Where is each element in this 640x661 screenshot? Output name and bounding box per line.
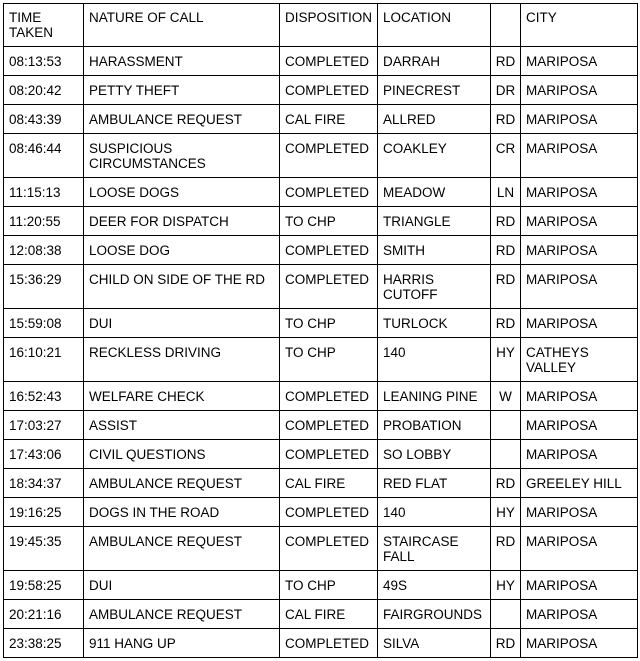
cell-city: MARIPOSA bbox=[521, 134, 638, 178]
cell-time-taken: 18:34:37 bbox=[4, 469, 84, 498]
table-row bbox=[4, 629, 638, 658]
cell-location: TRIANGLE bbox=[378, 207, 491, 236]
header-row bbox=[4, 4, 638, 47]
cell-street-suffix: RD bbox=[491, 47, 521, 76]
cell-city: MARIPOSA bbox=[521, 440, 638, 469]
call-log-table bbox=[3, 3, 638, 658]
cell-location: LEANING PINE bbox=[378, 382, 491, 411]
cell-nature-of-call: ASSIST bbox=[84, 411, 280, 440]
cell-disposition: COMPLETED bbox=[280, 265, 378, 309]
cell-city: MARIPOSA bbox=[521, 382, 638, 411]
cell-city: MARIPOSA bbox=[521, 498, 638, 527]
cell-street-suffix: DR bbox=[491, 76, 521, 105]
cell-disposition: COMPLETED bbox=[280, 134, 378, 178]
header-street-suffix bbox=[491, 4, 521, 47]
table-row bbox=[4, 498, 638, 527]
cell-location: DARRAH bbox=[378, 47, 491, 76]
cell-time-taken: 19:16:25 bbox=[4, 498, 84, 527]
cell-time-taken: 08:46:44 bbox=[4, 134, 84, 178]
cell-nature-of-call: AMBULANCE REQUEST bbox=[84, 527, 280, 571]
table-row bbox=[4, 105, 638, 134]
table-row bbox=[4, 309, 638, 338]
table-row bbox=[4, 76, 638, 105]
table-row bbox=[4, 600, 638, 629]
cell-disposition: TO CHP bbox=[280, 309, 378, 338]
cell-street-suffix: RD bbox=[491, 527, 521, 571]
cell-nature-of-call: LOOSE DOGS bbox=[84, 178, 280, 207]
cell-nature-of-call: HARASSMENT bbox=[84, 47, 280, 76]
header-location: LOCATION bbox=[378, 4, 491, 47]
cell-street-suffix: HY bbox=[491, 338, 521, 382]
cell-street-suffix bbox=[491, 440, 521, 469]
table-row bbox=[4, 338, 638, 382]
cell-nature-of-call: RECKLESS DRIVING bbox=[84, 338, 280, 382]
cell-time-taken: 15:36:29 bbox=[4, 265, 84, 309]
cell-city: MARIPOSA bbox=[521, 207, 638, 236]
cell-street-suffix: RD bbox=[491, 265, 521, 309]
cell-city: MARIPOSA bbox=[521, 47, 638, 76]
cell-street-suffix bbox=[491, 411, 521, 440]
cell-location: FAIRGROUNDS bbox=[378, 600, 491, 629]
table-row bbox=[4, 571, 638, 600]
cell-time-taken: 08:13:53 bbox=[4, 47, 84, 76]
cell-disposition: CAL FIRE bbox=[280, 469, 378, 498]
cell-location: 49S bbox=[378, 571, 491, 600]
cell-disposition: COMPLETED bbox=[280, 178, 378, 207]
cell-location: HARRIS CUTOFF bbox=[378, 265, 491, 309]
table-row bbox=[4, 527, 638, 571]
cell-city: MARIPOSA bbox=[521, 600, 638, 629]
cell-city: MARIPOSA bbox=[521, 571, 638, 600]
table-row bbox=[4, 469, 638, 498]
cell-time-taken: 08:43:39 bbox=[4, 105, 84, 134]
cell-disposition: TO CHP bbox=[280, 207, 378, 236]
cell-location: STAIRCASE FALL bbox=[378, 527, 491, 571]
cell-location: ALLRED bbox=[378, 105, 491, 134]
cell-nature-of-call: AMBULANCE REQUEST bbox=[84, 469, 280, 498]
cell-nature-of-call: PETTY THEFT bbox=[84, 76, 280, 105]
cell-time-taken: 17:43:06 bbox=[4, 440, 84, 469]
cell-nature-of-call: DUI bbox=[84, 309, 280, 338]
cell-disposition: CAL FIRE bbox=[280, 600, 378, 629]
cell-location: PROBATION bbox=[378, 411, 491, 440]
cell-street-suffix: RD bbox=[491, 207, 521, 236]
cell-disposition: COMPLETED bbox=[280, 382, 378, 411]
cell-location: RED FLAT bbox=[378, 469, 491, 498]
cell-time-taken: 11:15:13 bbox=[4, 178, 84, 207]
cell-time-taken: 19:58:25 bbox=[4, 571, 84, 600]
cell-nature-of-call: WELFARE CHECK bbox=[84, 382, 280, 411]
table-row bbox=[4, 134, 638, 178]
cell-location: PINECREST bbox=[378, 76, 491, 105]
cell-street-suffix: RD bbox=[491, 236, 521, 265]
cell-time-taken: 11:20:55 bbox=[4, 207, 84, 236]
table-row bbox=[4, 440, 638, 469]
cell-city: MARIPOSA bbox=[521, 76, 638, 105]
table-row bbox=[4, 411, 638, 440]
cell-time-taken: 08:20:42 bbox=[4, 76, 84, 105]
cell-city: MARIPOSA bbox=[521, 178, 638, 207]
cell-city: CATHEYS VALLEY bbox=[521, 338, 638, 382]
cell-disposition: CAL FIRE bbox=[280, 105, 378, 134]
cell-street-suffix: RD bbox=[491, 629, 521, 658]
cell-city: MARIPOSA bbox=[521, 236, 638, 265]
cell-street-suffix: RD bbox=[491, 469, 521, 498]
table-row bbox=[4, 236, 638, 265]
cell-street-suffix: CR bbox=[491, 134, 521, 178]
cell-time-taken: 20:21:16 bbox=[4, 600, 84, 629]
cell-nature-of-call: 911 HANG UP bbox=[84, 629, 280, 658]
cell-time-taken: 23:38:25 bbox=[4, 629, 84, 658]
cell-city: MARIPOSA bbox=[521, 527, 638, 571]
cell-disposition: COMPLETED bbox=[280, 76, 378, 105]
cell-disposition: COMPLETED bbox=[280, 527, 378, 571]
table-row bbox=[4, 207, 638, 236]
cell-city: GREELEY HILL bbox=[521, 469, 638, 498]
cell-city: MARIPOSA bbox=[521, 629, 638, 658]
cell-city: MARIPOSA bbox=[521, 105, 638, 134]
cell-location: SMITH bbox=[378, 236, 491, 265]
table-row bbox=[4, 265, 638, 309]
cell-location: MEADOW bbox=[378, 178, 491, 207]
cell-nature-of-call: CHILD ON SIDE OF THE RD bbox=[84, 265, 280, 309]
header-nature-of-call: NATURE OF CALL bbox=[84, 4, 280, 47]
cell-disposition: TO CHP bbox=[280, 338, 378, 382]
cell-nature-of-call: CIVIL QUESTIONS bbox=[84, 440, 280, 469]
cell-street-suffix: HY bbox=[491, 571, 521, 600]
cell-location: SO LOBBY bbox=[378, 440, 491, 469]
header-disposition: DISPOSITION bbox=[280, 4, 378, 47]
cell-nature-of-call: DOGS IN THE ROAD bbox=[84, 498, 280, 527]
cell-nature-of-call: AMBULANCE REQUEST bbox=[84, 600, 280, 629]
cell-city: MARIPOSA bbox=[521, 411, 638, 440]
table-row bbox=[4, 382, 638, 411]
cell-city: MARIPOSA bbox=[521, 309, 638, 338]
cell-street-suffix: W bbox=[491, 382, 521, 411]
cell-street-suffix: RD bbox=[491, 309, 521, 338]
cell-location: 140 bbox=[378, 338, 491, 382]
cell-disposition: TO CHP bbox=[280, 571, 378, 600]
cell-time-taken: 16:52:43 bbox=[4, 382, 84, 411]
cell-city: MARIPOSA bbox=[521, 265, 638, 309]
cell-location: SILVA bbox=[378, 629, 491, 658]
cell-location: TURLOCK bbox=[378, 309, 491, 338]
header-time-taken: TIME TAKEN bbox=[4, 4, 84, 47]
cell-nature-of-call: LOOSE DOG bbox=[84, 236, 280, 265]
cell-nature-of-call: DUI bbox=[84, 571, 280, 600]
cell-time-taken: 19:45:35 bbox=[4, 527, 84, 571]
cell-disposition: COMPLETED bbox=[280, 629, 378, 658]
cell-street-suffix: HY bbox=[491, 498, 521, 527]
cell-location: COAKLEY bbox=[378, 134, 491, 178]
cell-time-taken: 15:59:08 bbox=[4, 309, 84, 338]
cell-location: 140 bbox=[378, 498, 491, 527]
header-city: CITY bbox=[521, 4, 638, 47]
cell-time-taken: 17:03:27 bbox=[4, 411, 84, 440]
cell-nature-of-call: DEER FOR DISPATCH bbox=[84, 207, 280, 236]
cell-disposition: COMPLETED bbox=[280, 440, 378, 469]
cell-street-suffix bbox=[491, 600, 521, 629]
table-row bbox=[4, 47, 638, 76]
cell-disposition: COMPLETED bbox=[280, 236, 378, 265]
cell-disposition: COMPLETED bbox=[280, 498, 378, 527]
cell-time-taken: 12:08:38 bbox=[4, 236, 84, 265]
cell-nature-of-call: AMBULANCE REQUEST bbox=[84, 105, 280, 134]
cell-street-suffix: RD bbox=[491, 105, 521, 134]
cell-disposition: COMPLETED bbox=[280, 411, 378, 440]
cell-street-suffix: LN bbox=[491, 178, 521, 207]
cell-nature-of-call: SUSPICIOUS CIRCUMSTANCES bbox=[84, 134, 280, 178]
cell-disposition: COMPLETED bbox=[280, 47, 378, 76]
table-row bbox=[4, 178, 638, 207]
cell-time-taken: 16:10:21 bbox=[4, 338, 84, 382]
